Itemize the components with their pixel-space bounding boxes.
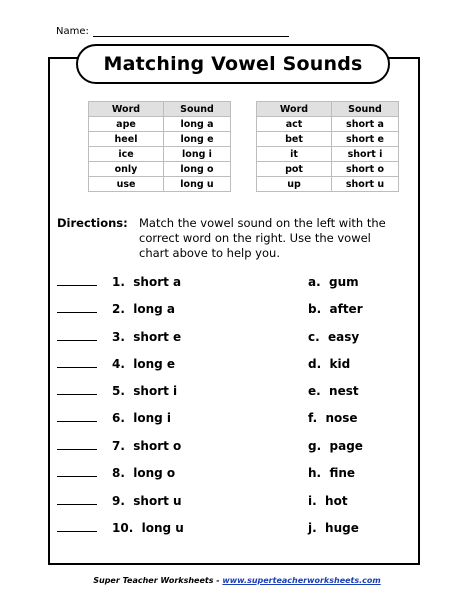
table-row <box>89 162 231 177</box>
vowel-sound-item: 2. long a <box>112 302 176 316</box>
table-cell-word: use <box>89 177 164 192</box>
word-choice-item: j. huge <box>308 521 359 535</box>
table-cell-word: ape <box>89 117 164 132</box>
footer-url-link[interactable]: www.superteacherworksheets.com <box>222 576 381 585</box>
answer-blank[interactable] <box>57 421 97 422</box>
column-header-sound: Sound <box>332 102 399 117</box>
name-label: Name: <box>56 26 89 37</box>
word-choice-item: g. page <box>308 439 363 453</box>
word-choice-item: a. gum <box>308 275 359 289</box>
directions-label: Directions: <box>57 216 128 230</box>
table-cell-word: heel <box>89 132 164 147</box>
vowel-sound-item: 8. long o <box>112 466 176 480</box>
answer-blank[interactable] <box>57 476 97 477</box>
vowel-sound-item: 6. long i <box>112 411 172 425</box>
column-header-word: Word <box>257 102 332 117</box>
vowel-sound-item: 10. long u <box>112 521 184 535</box>
table-cell-word: only <box>89 162 164 177</box>
table-cell-word: pot <box>257 162 332 177</box>
title-text: Matching Vowel Sounds <box>103 53 363 75</box>
footer-brand: Super Teacher Worksheets - <box>93 576 223 585</box>
answer-blank[interactable] <box>57 531 97 532</box>
answer-blank[interactable] <box>57 285 97 286</box>
word-choice-item: h. fine <box>308 466 356 480</box>
table-row <box>257 177 399 192</box>
directions <box>57 216 401 261</box>
word-choice-item: b. after <box>308 302 363 316</box>
name-line <box>56 26 289 37</box>
vowel-sound-item: 5. short i <box>112 384 178 398</box>
matching-row <box>57 357 407 375</box>
table-cell-sound: short a <box>332 117 399 132</box>
table-row <box>89 147 231 162</box>
worksheet-title <box>76 44 390 84</box>
word-choice-item: c. easy <box>308 330 360 344</box>
table-cell-sound: long a <box>164 117 231 132</box>
table-header-row <box>89 102 231 117</box>
table-cell-word: up <box>257 177 332 192</box>
table-cell-sound: long e <box>164 132 231 147</box>
matching-row <box>57 494 407 512</box>
table-cell-sound: long u <box>164 177 231 192</box>
matching-row <box>57 466 407 484</box>
matching-row <box>57 275 407 293</box>
table-cell-sound: short o <box>332 162 399 177</box>
answer-blank[interactable] <box>57 367 97 368</box>
table-row <box>257 132 399 147</box>
vowel-sound-item: 1. short a <box>112 275 182 289</box>
answer-blank[interactable] <box>57 504 97 505</box>
vowel-sound-item: 9. short u <box>112 494 182 508</box>
table-cell-sound: long o <box>164 162 231 177</box>
column-header-word: Word <box>89 102 164 117</box>
short-vowel-table <box>256 101 399 192</box>
table-cell-word: act <box>257 117 332 132</box>
name-blank[interactable] <box>93 26 289 37</box>
table-cell-sound: short u <box>332 177 399 192</box>
vowel-sound-item: 7. short o <box>112 439 182 453</box>
table-row <box>257 147 399 162</box>
matching-row <box>57 330 407 348</box>
answer-blank[interactable] <box>57 340 97 341</box>
matching-row <box>57 302 407 320</box>
vowel-sound-item: 4. long e <box>112 357 176 371</box>
directions-text: Match the vowel sound on the left with the correct word on the right. Use the vowel chart above to help you. <box>139 216 386 260</box>
word-choice-item: f. nose <box>308 411 358 425</box>
table-cell-sound: short e <box>332 132 399 147</box>
word-choice-item: d. kid <box>308 357 351 371</box>
table-cell-word: it <box>257 147 332 162</box>
answer-blank[interactable] <box>57 449 97 450</box>
matching-row <box>57 439 407 457</box>
table-cell-word: bet <box>257 132 332 147</box>
long-vowel-table <box>88 101 231 192</box>
column-header-sound: Sound <box>164 102 231 117</box>
table-row <box>89 177 231 192</box>
table-cell-sound: short i <box>332 147 399 162</box>
answer-blank[interactable] <box>57 394 97 395</box>
table-row <box>89 132 231 147</box>
table-cell-sound: long i <box>164 147 231 162</box>
vowel-sound-item: 3. short e <box>112 330 182 344</box>
table-row <box>257 162 399 177</box>
matching-row <box>57 521 407 539</box>
word-choice-item: i. hot <box>308 494 348 508</box>
table-row <box>89 117 231 132</box>
table-row <box>257 117 399 132</box>
matching-row <box>57 384 407 402</box>
table-cell-word: ice <box>89 147 164 162</box>
word-choice-item: e. nest <box>308 384 359 398</box>
matching-row <box>57 411 407 429</box>
answer-blank[interactable] <box>57 312 97 313</box>
footer <box>0 576 474 585</box>
table-header-row <box>257 102 399 117</box>
